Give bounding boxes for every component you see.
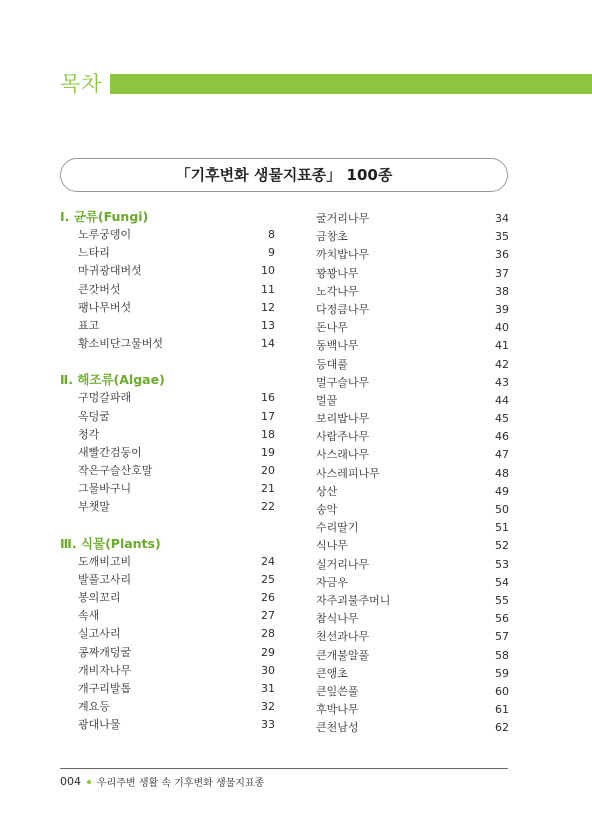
toc-entry[interactable] (316, 410, 509, 428)
toc-entry-page: 40 (495, 321, 509, 335)
toc-entry-name: 큰잎쓴풀 (316, 684, 359, 698)
toc-entry-page: 13 (261, 318, 275, 332)
header-accent-bar (110, 74, 592, 94)
toc-entry[interactable] (316, 701, 509, 719)
toc-entry-page: 11 (261, 282, 275, 296)
toc-entry-page: 28 (261, 627, 275, 641)
toc-entry-name: 자주괴불주머니 (316, 593, 391, 607)
toc-entry-page: 54 (495, 575, 509, 589)
toc-entry-name: 큰앵초 (316, 666, 348, 680)
toc-entry-page: 62 (495, 721, 509, 735)
toc-right-column (316, 210, 509, 737)
toc-entry-page: 36 (495, 248, 509, 262)
toc-entry[interactable] (60, 480, 275, 498)
toc-entry-name: 후박나무 (316, 703, 359, 717)
section-spacer (60, 517, 275, 535)
toc-entry-name: 실거리나무 (316, 557, 370, 571)
toc-entry-page: 27 (261, 609, 275, 623)
toc-entry[interactable] (316, 465, 509, 483)
toc-entry[interactable] (60, 625, 275, 643)
toc-entry[interactable] (316, 683, 509, 701)
toc-entry-page: 22 (261, 500, 275, 514)
toc-entry-page: 33 (261, 718, 275, 732)
toc-entry-page: 48 (495, 466, 509, 480)
toc-entry[interactable] (316, 301, 509, 319)
toc-entry-name: 개구리발톱 (78, 681, 132, 695)
toc-entry-page: 55 (495, 593, 509, 607)
book-title-box: 「기후변화 생물지표종」 100종 (60, 158, 508, 192)
toc-entry-name: 옥덩굴 (78, 409, 110, 423)
toc-entry-name: 동백나무 (316, 339, 359, 353)
toc-entry[interactable] (316, 665, 509, 683)
toc-entry-page: 8 (268, 228, 275, 241)
toc-entry[interactable] (60, 462, 275, 480)
toc-entry[interactable] (316, 592, 509, 610)
toc-entry-name: 식나무 (316, 539, 348, 553)
toc-entry[interactable] (60, 498, 275, 516)
toc-left-column (60, 208, 275, 735)
toc-entry-page: 19 (261, 445, 275, 459)
toc-entry[interactable] (60, 317, 275, 335)
toc-entry[interactable] (60, 680, 275, 698)
toc-entry-page: 45 (495, 412, 509, 426)
toc-entry-name: 수리딸기 (316, 521, 359, 535)
toc-entry-page: 25 (261, 572, 275, 586)
toc-entry[interactable] (60, 226, 275, 244)
footer-book-name: 우리주변 생활 속 기후변화 생물지표종 (97, 778, 265, 789)
toc-entry-name: 개비자나무 (78, 663, 132, 677)
toc-entry[interactable] (316, 719, 509, 737)
toc-entry[interactable] (316, 246, 509, 264)
toc-entry[interactable] (60, 389, 275, 407)
toc-entry[interactable] (60, 571, 275, 589)
toc-entry[interactable] (60, 589, 275, 607)
section-spacer (60, 353, 275, 371)
section-heading: Ⅱ. 해조류(Algae) (60, 372, 165, 388)
toc-entry-name: 등대풀 (316, 357, 348, 371)
toc-entry[interactable] (316, 647, 509, 665)
toc-entry-page: 32 (261, 700, 275, 714)
toc-entry-name: 송악 (316, 503, 338, 516)
toc-entry-page: 58 (495, 648, 509, 662)
toc-entry[interactable] (60, 444, 275, 462)
toc-entry[interactable] (60, 698, 275, 716)
toc-entry-page: 49 (495, 484, 509, 498)
toc-entry-page: 31 (261, 681, 275, 695)
toc-entry-name: 자금우 (316, 575, 348, 589)
toc-entry-name: 발풀고사리 (78, 572, 132, 586)
toc-entry-page: 35 (495, 230, 509, 244)
toc-entry[interactable] (60, 553, 275, 571)
toc-entry-name: 천선과나무 (316, 630, 370, 644)
toc-entry-page: 26 (261, 591, 275, 604)
toc-entry[interactable] (316, 374, 509, 392)
toc-entry-name: 부챗말 (78, 500, 110, 514)
toc-entry-name: 큰개불알풀 (316, 648, 370, 662)
toc-entry-name: 광대나물 (78, 718, 121, 732)
toc-entry-name: 황소비단그물버섯 (78, 337, 164, 351)
toc-entry-name: 상산 (316, 484, 338, 498)
page-title: 목차 (60, 72, 103, 96)
toc-entry-page: 17 (261, 409, 275, 423)
toc-entry[interactable] (60, 426, 275, 444)
toc-entry-page: 20 (261, 464, 275, 478)
toc-entry-name: 계요등 (78, 700, 110, 714)
footer-page-number: 004 (60, 775, 81, 788)
toc-entry[interactable] (316, 210, 509, 228)
toc-entry-page: 61 (495, 703, 509, 717)
toc-entry-name: 봉의꼬리 (78, 591, 121, 604)
toc-entry[interactable] (60, 408, 275, 426)
toc-entry-name: 사스레피나무 (316, 466, 380, 480)
toc-entry[interactable] (316, 537, 509, 555)
toc-entry-page: 44 (495, 393, 509, 407)
toc-entry-page: 18 (261, 427, 275, 441)
toc-entry-page: 9 (268, 246, 275, 260)
toc-entry-name: 멀구슬나무 (316, 375, 370, 389)
toc-entry-name: 큰천남성 (316, 721, 359, 735)
toc-entry[interactable] (316, 283, 509, 301)
toc-entry-page: 39 (495, 302, 509, 316)
toc-entry-page: 34 (495, 212, 509, 225)
toc-entry-name: 참식나무 (316, 612, 359, 626)
toc-entry[interactable] (316, 356, 509, 374)
toc-entry-name: 작은구슬산호말 (78, 464, 153, 478)
toc-entry[interactable] (316, 428, 509, 446)
toc-entry[interactable] (316, 501, 509, 519)
toc-entry-page: 38 (495, 284, 509, 298)
toc-entry-name: 꽝꽝나무 (316, 266, 359, 280)
toc-entry-name: 구멍갈파래 (78, 391, 132, 405)
toc-entry[interactable] (316, 337, 509, 355)
toc-entry[interactable] (316, 319, 509, 337)
toc-entry-page: 42 (495, 357, 509, 371)
toc-entry[interactable] (316, 228, 509, 246)
toc-entry[interactable] (316, 628, 509, 646)
toc-entry-page: 46 (495, 430, 509, 444)
toc-entry-name: 노루궁뎅이 (78, 228, 132, 241)
toc-entry-name: 마귀광대버섯 (78, 264, 142, 278)
toc-entry-page: 50 (495, 503, 509, 516)
toc-entry[interactable] (316, 519, 509, 537)
toc-entry-page: 14 (261, 337, 275, 351)
toc-entry[interactable] (60, 299, 275, 317)
toc-entry-page: 10 (261, 264, 275, 278)
toc-entry-page: 12 (261, 300, 275, 314)
toc-entry-page: 21 (261, 482, 275, 496)
section-heading: Ⅰ. 균류(Fungi) (60, 209, 149, 224)
toc-entry-name: 멀꿀 (316, 393, 338, 407)
toc-entry[interactable] (60, 335, 275, 353)
toc-entry-name: 도깨비고비 (78, 554, 132, 568)
toc-entry[interactable] (316, 610, 509, 628)
toc-entry-name: 노각나무 (316, 284, 359, 298)
toc-entry-name: 실고사리 (78, 627, 121, 641)
toc-entry-name: 큰갓버섯 (78, 282, 121, 296)
toc-entry[interactable] (316, 392, 509, 410)
toc-entry-name: 속새 (78, 609, 100, 623)
toc-entry-page: 53 (495, 557, 509, 571)
toc-entry-name: 팽나무버섯 (78, 300, 132, 314)
toc-entry-name: 콩짜개덩굴 (78, 645, 132, 659)
toc-entry-page: 16 (261, 391, 275, 405)
toc-entry-page: 24 (261, 554, 275, 568)
toc-entry-name: 청각 (78, 427, 100, 441)
section-heading: Ⅲ. 식물(Plants) (60, 535, 161, 551)
toc-entry[interactable] (316, 483, 509, 501)
toc-entry-page: 60 (495, 684, 509, 698)
toc-entry-page: 47 (495, 448, 509, 462)
toc-entry-name: 다정큼나무 (316, 302, 370, 316)
toc-entry-name: 금창초 (316, 230, 348, 244)
toc-entry-page: 56 (495, 612, 509, 626)
toc-entry[interactable] (316, 556, 509, 574)
toc-entry-name: 보리밥나무 (316, 412, 370, 426)
toc-entry[interactable] (60, 644, 275, 662)
toc-entry[interactable] (60, 716, 275, 734)
toc-entry-page: 37 (495, 266, 509, 280)
toc-entry-name: 사스래나무 (316, 448, 370, 462)
footer (60, 774, 264, 789)
toc-entry-name: 굴거리나무 (316, 212, 370, 225)
toc-entry-name: 표고 (78, 318, 100, 332)
toc-entry[interactable] (316, 265, 509, 283)
toc-entry-page: 52 (495, 539, 509, 553)
toc-entry-page: 41 (495, 339, 509, 353)
toc-entry[interactable] (316, 574, 509, 592)
toc-entry-name: 까치밥나무 (316, 248, 370, 262)
toc-entry-name: 돈나무 (316, 321, 348, 335)
toc-entry-name: 느타리 (78, 246, 110, 260)
toc-entry-page: 51 (495, 521, 509, 535)
toc-entry-page: 57 (495, 630, 509, 644)
toc-entry-name: 그물바구니 (78, 482, 132, 496)
toc-entry-page: 59 (495, 666, 509, 680)
toc-entry[interactable] (60, 607, 275, 625)
toc-entry-page: 30 (261, 663, 275, 677)
toc-entry-page: 29 (261, 645, 275, 659)
bullet-dot-icon (87, 780, 91, 784)
toc-entry[interactable] (60, 244, 275, 262)
toc-entry[interactable] (60, 262, 275, 280)
toc-entry-name: 사람주나무 (316, 430, 370, 444)
toc-entry[interactable] (316, 446, 509, 464)
footer-divider (60, 768, 508, 769)
toc-entry[interactable] (60, 281, 275, 299)
toc-entry-name: 새빨간검둥이 (78, 445, 142, 459)
toc-entry-page: 43 (495, 375, 509, 389)
toc-entry[interactable] (60, 662, 275, 680)
